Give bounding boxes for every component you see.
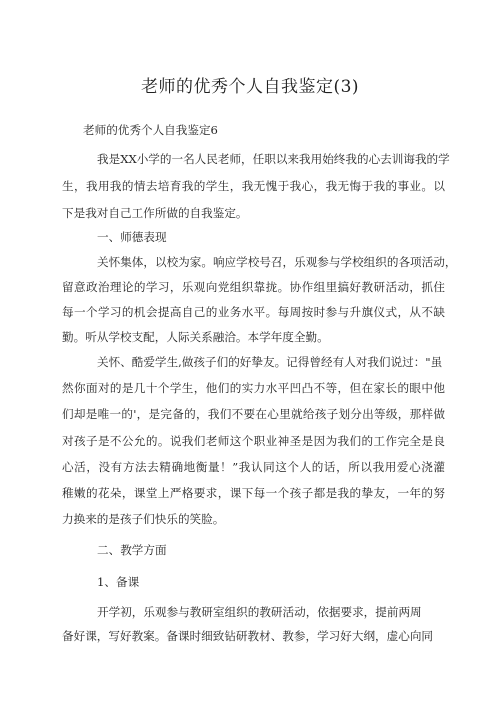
paragraph-line: 生，我用我的情去培育我的学生，我无愧于我心，我无悔于我的事业。以 — [62, 179, 445, 193]
paragraph-line: 下是我对自己工作所做的自我鉴定。 — [62, 206, 248, 220]
paragraph-line: 勤。听从学校支配，人际关系融洽。本学年度全勤。 — [62, 330, 329, 344]
section-heading: 二、教学方面 — [97, 543, 167, 557]
paragraph-line: 关怀集体，以校为家。响应学校号召，乐观参与学校组织的各项活动， — [97, 255, 457, 269]
paragraph-line: 然你面对的是几十个学生，他们的实力水平凹凸不等，但在家长的眼中他 — [62, 381, 445, 395]
paragraph-line: 们却是唯一的'，是完备的，我们不要在心里就给孩子划分出等级，那样做 — [62, 407, 445, 421]
subsection-heading: 1、备课 — [97, 575, 140, 589]
section-heading: 一、师德表现 — [97, 230, 167, 244]
paragraph-line: 稚嫩的花朵，课堂上严格要求，课下每一个孩子都是我的挚友，一年的努 — [62, 486, 445, 500]
paragraph-line: 心活，没有方法去精确地衡量！”我认同这个人的话，所以我用爱心浇灌 — [62, 460, 445, 474]
paragraph-line: 对孩子是不公允的。说我们老师这个职业神圣是因为我们的工作完全是良 — [62, 434, 445, 448]
paragraph-line: 每一个学习的机会提高自己的业务水平。每周按时参与升旗仪式，从不缺 — [62, 305, 445, 319]
paragraph-line: 关怀、酷爱学生,做孩子们的好挚友。记得曾经有人对我们说过："虽 — [97, 355, 443, 369]
paragraph-line: 我是XX小学的一名人民老师，任职以来我用始终我的心去训诲我的学 — [97, 152, 450, 166]
paragraph-line: 备好课，写好教案。备课时细致钻研教材、教参，学习好大纲，虚心向同 — [62, 629, 434, 643]
document-title: 老师的优秀个人自我鉴定(3) — [140, 77, 360, 97]
paragraph-line: 力换来的是孩子们快乐的笑脸。 — [62, 512, 225, 526]
subtitle-line: 老师的优秀个人自我鉴定6 — [83, 123, 218, 137]
paragraph-line: 留意政治理论的学习，乐观向党组织靠拢。协作组里搞好教研活动，抓住 — [62, 280, 445, 294]
paragraph-line: 开学初，乐观参与教研室组织的教研活动，依据要求，提前两周 — [97, 605, 422, 619]
